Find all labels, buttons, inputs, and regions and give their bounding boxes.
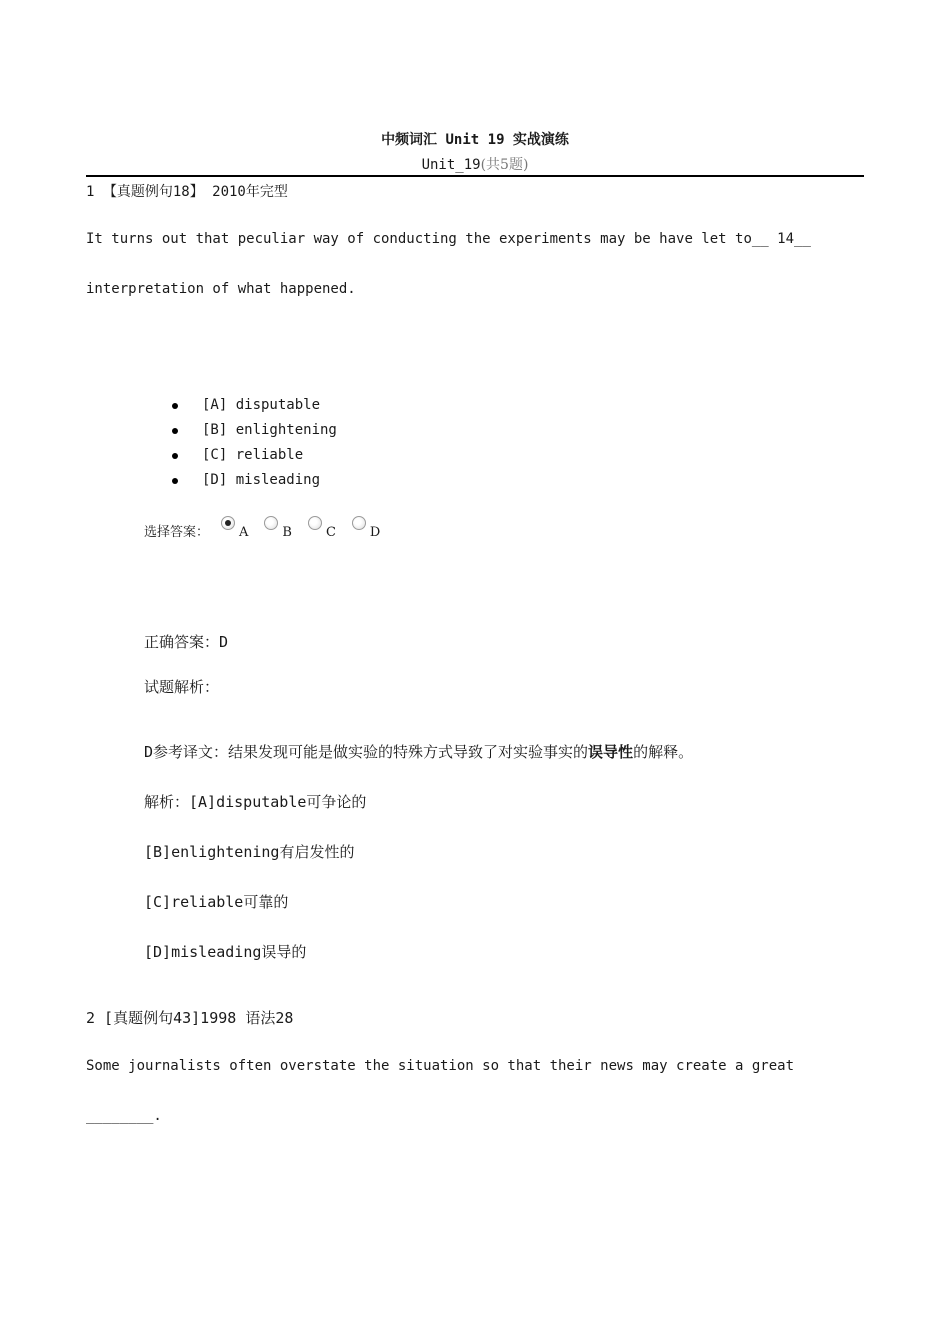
question-2-stem-line-1: Some journalists often overstate the situation so that their news may create a great [86,1058,795,1074]
correct-answer: 正确答案：D [144,633,229,651]
answer-prompt: 选择答案： [144,525,210,540]
radio-b[interactable] [264,516,278,530]
note-d: [D]misleading误导的 [144,943,307,961]
question-1-options [172,393,337,493]
radio-b-label: B [282,525,292,540]
radio-d-label: D [369,525,381,540]
title-divider [86,175,864,177]
radio-c-label: C [325,525,336,540]
bullet-icon [172,478,178,484]
note-c: [C]reliable可靠的 [144,893,289,911]
question-1-heading: 1 【真题例句18】 2010年完型 [86,184,288,200]
option-c: [C] reliable [172,443,337,468]
question-1-stem-line-2: interpretation of what happened. [86,281,356,297]
radio-selected-dot-icon [225,520,231,526]
translation-highlight: 误导性 [588,743,634,761]
option-a: [A] disputable [172,393,337,418]
radio-a-label: A [239,525,249,540]
question-2-heading: 2 [真题例句43]1998 语法28 [86,1009,294,1027]
radio-a[interactable] [221,516,235,530]
bullet-icon [172,403,178,409]
translation: D参考译文：结果发现可能是做实验的特殊方式导致了对实验事实的误导性的解释。 [144,743,694,761]
bullet-icon [172,428,178,434]
radio-c[interactable] [308,516,322,530]
analysis-title: 试题解析： [144,678,220,696]
question-2-stem-line-2: ________. [86,1108,162,1124]
option-b: [B] enlightening [172,418,337,443]
question-count: (共5题) [480,157,529,173]
note-a: 解析：[A]disputable可争论的 [144,793,367,811]
page-title: 中频词汇 Unit 19 实战演练 [381,132,569,148]
unit-name: Unit_19 [421,157,481,173]
note-b: [B]enlightening有启发性的 [144,843,355,861]
radio-d[interactable] [352,516,366,530]
bullet-icon [172,453,178,459]
option-d: [D] misleading [172,468,337,493]
page-subtitle [0,154,950,174]
question-1-stem-line-1: It turns out that peculiar way of conducting the experiments may be have let to__ 14__ [86,231,811,247]
answer-selector [144,521,380,540]
